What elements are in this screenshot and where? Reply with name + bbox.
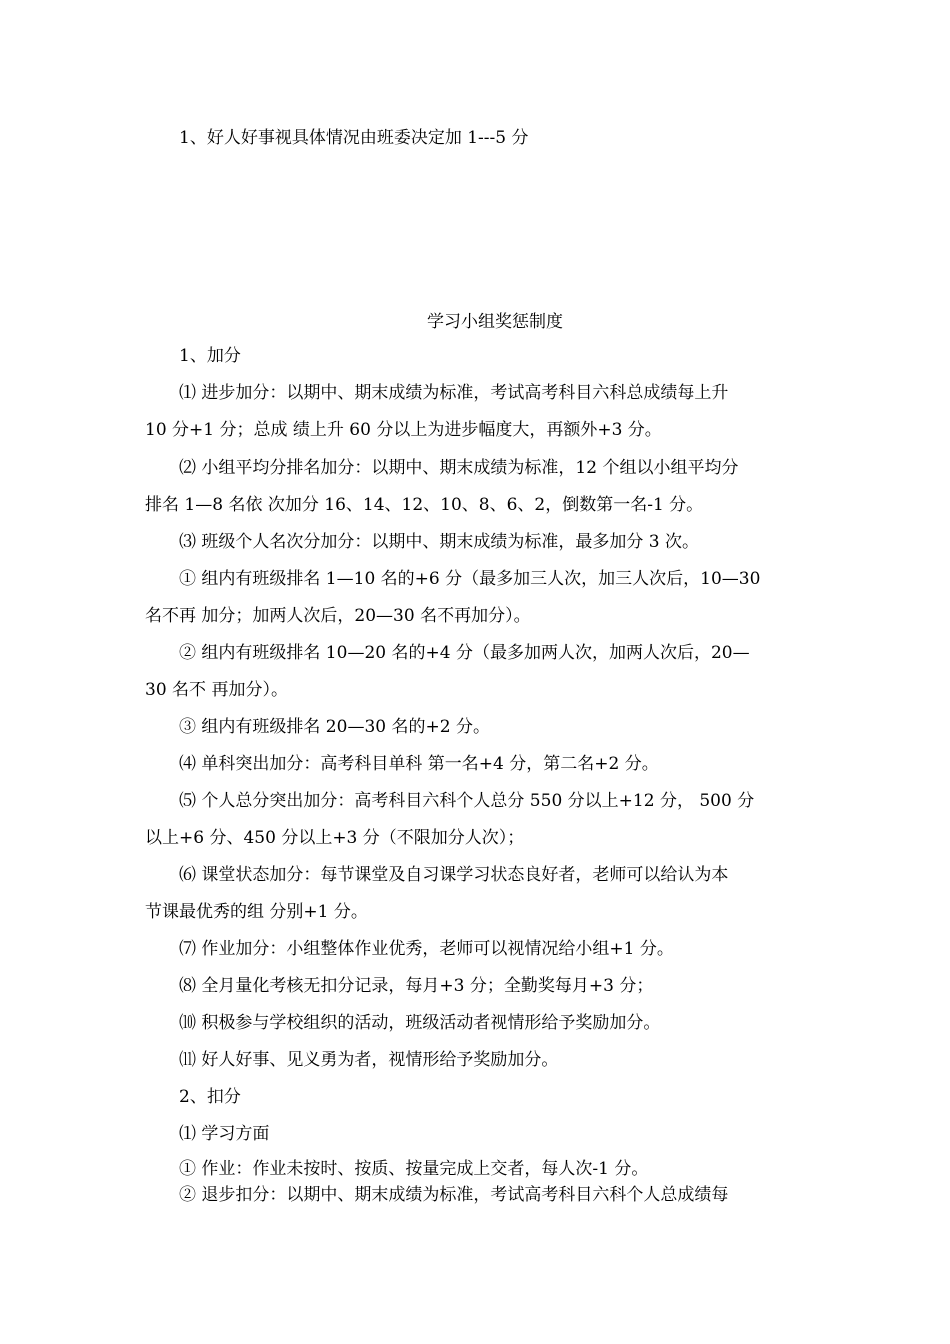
text-line: ⑾ 好人好事、见义勇为者，视情形给予奖励加分。 xyxy=(179,1050,559,1070)
text-line: ⑴ 学习方面 xyxy=(179,1124,270,1144)
text-line: ⑺ 作业加分：小组整体作业优秀，老师可以视情况给小组+1 分。 xyxy=(179,939,674,959)
text-line: ① 作业：作业未按时、按质、按量完成上交者，每人次-1 分。 xyxy=(179,1159,649,1179)
text-line: ⑵ 小组平均分排名加分：以期中、期末成绩为标准，12 个组以小组平均分 xyxy=(179,458,739,478)
text-line: ③ 组内有班级排名 20—30 名的+2 分。 xyxy=(179,717,490,737)
text-line: ① 组内有班级排名 1—10 名的+6 分（最多加三人次，加三人次后，10—30 xyxy=(179,569,761,589)
text-line: ⑴ 进步加分：以期中、期末成绩为标准，考试高考科目六科总成绩每上升 xyxy=(179,383,729,403)
text-line: ⑷ 单科突出加分：高考科目单科 第一名+4 分，第二名+2 分。 xyxy=(179,754,659,774)
text-line: 30 名不 再加分）。 xyxy=(145,680,288,700)
text-line: 排名 1—8 名依 次加分 16、14、12、10、8、6、2，倒数第一名-1 分。 xyxy=(145,495,704,515)
text-line: ⑹ 课堂状态加分：每节课堂及自习课学习状态良好者，老师可以给认为本 xyxy=(179,865,729,885)
text-line: ⑻ 全月量化考核无扣分记录，每月+3 分；全勤奖每月+3 分； xyxy=(179,976,654,996)
text-line: ⑽ 积极参与学校组织的活动，班级活动者视情形给予奖励加分。 xyxy=(179,1013,661,1033)
heading-deduct-points: 2、扣分 xyxy=(179,1087,241,1107)
text-line: ⑶ 班级个人名次分加分：以期中、期末成绩为标准，最多加分 3 次。 xyxy=(179,532,700,552)
text-line: 名不再 加分；加两人次后，20—30 名不再加分）。 xyxy=(145,606,531,626)
section-title: 学习小组奖惩制度 xyxy=(427,312,563,332)
text-line: 节课最优秀的组 分别+1 分。 xyxy=(145,902,368,922)
text-line: 以上+6 分、450 分以上+3 分（不限加分人次）； xyxy=(145,828,525,848)
text-line: ⑸ 个人总分突出加分：高考科目六科个人总分 550 分以上+12 分， 500 分 xyxy=(179,791,755,811)
text-line: 10 分+1 分；总成 绩上升 60 分以上为进步幅度大，再额外+3 分。 xyxy=(145,420,662,440)
heading-add-points: 1、加分 xyxy=(179,346,241,366)
text-line: ② 退步扣分：以期中、期末成绩为标准，考试高考科目六科个人总成绩每 xyxy=(179,1185,729,1205)
text-line: 1、好人好事视具体情况由班委决定加 1---5 分 xyxy=(179,128,529,148)
text-line: ② 组内有班级排名 10—20 名的+4 分（最多加两人次，加两人次后，20— xyxy=(179,643,750,663)
